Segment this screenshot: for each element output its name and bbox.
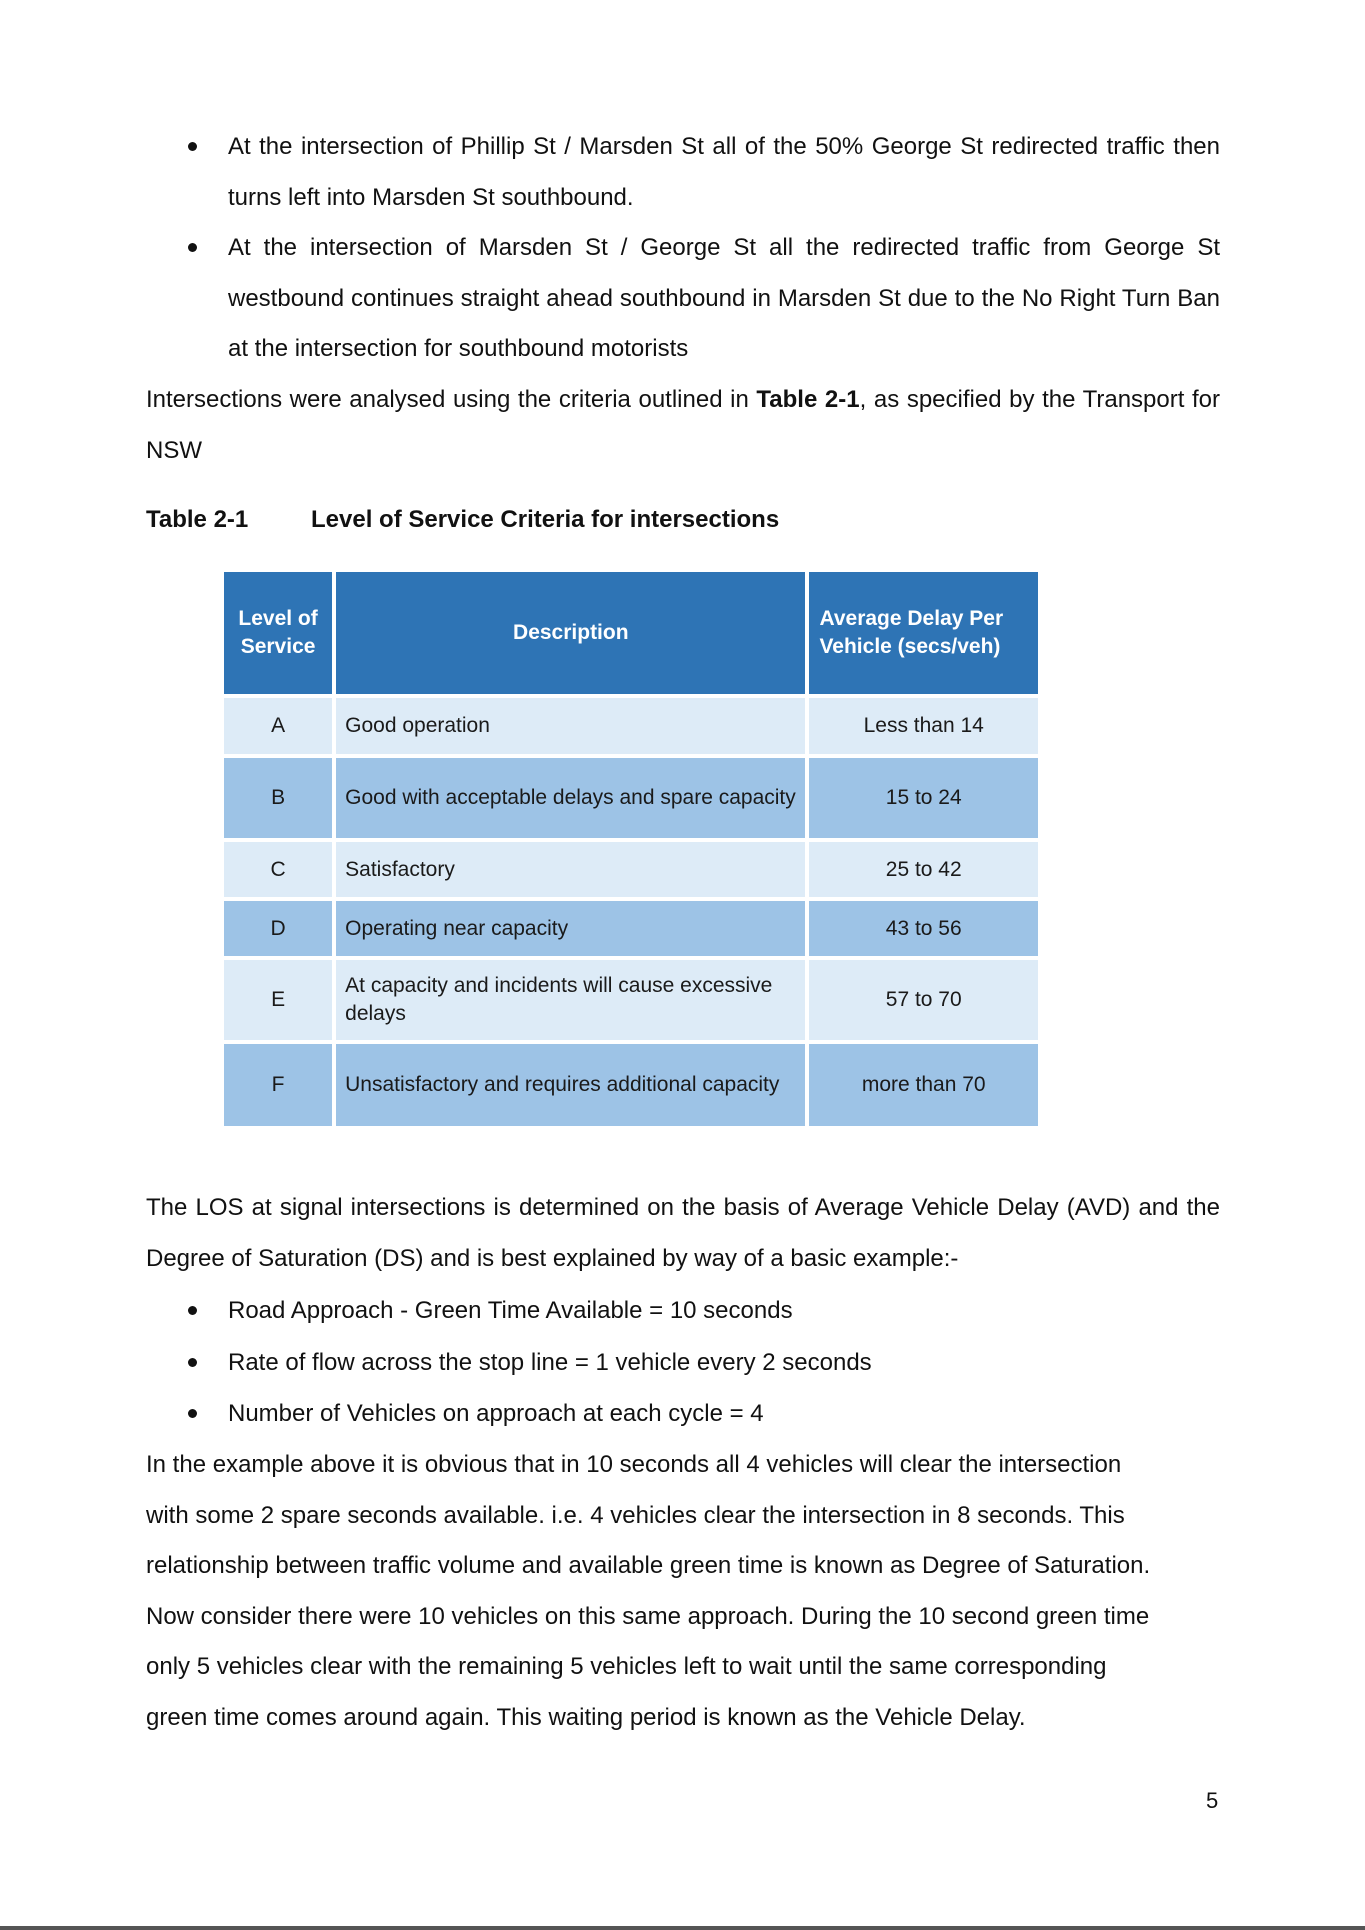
text-line: green time comes around again. This waiting period is known as the Vehicle Delay. (146, 1703, 1026, 1731)
cell-delay: more than 70 (809, 1044, 1038, 1126)
bullet-icon (188, 243, 197, 252)
text-line: with some 2 spare seconds available. i.e. 4 vehicles clear the intersection in 8 seconds. This (146, 1501, 1125, 1529)
example-bullet-list (146, 1286, 1220, 1440)
los-criteria-table (220, 568, 1042, 1130)
cell-description: Good operation (336, 698, 805, 754)
caption-number: Table 2-1 (146, 506, 249, 533)
bullet-icon (188, 142, 197, 151)
page-bottom-border (0, 1926, 1365, 1930)
bullet-icon (188, 1358, 197, 1367)
header-level-of-service: Level of Service (224, 572, 332, 694)
traffic-bullet-list (146, 122, 1220, 375)
table-row (224, 842, 1038, 897)
cell-delay: 57 to 70 (809, 960, 1038, 1040)
cell-description: Unsatisfactory and requires additional capacity (336, 1044, 805, 1126)
example-explanation (146, 1440, 1220, 1743)
los-paragraph: The LOS at signal intersections is determined on the basis of Average Vehicle Delay (AVD) and the Degree of Saturation (DS) and is best explained by way of a basic example:- (146, 1194, 1220, 1272)
intro-paragraph: Intersections were analysed using the criteria outlined in Table 2-1, as specified by the Transport for NSW (146, 386, 1221, 464)
text-line: In the example above it is obvious that in 10 seconds all 4 vehicles will clear the intersection (146, 1451, 1122, 1478)
list-item: At the intersection of Marsden St / George St all the redirected traffic from George St westbound continues straight ahead southbound in Marsden St due to the No Right Turn Ban at the intersection for southbound motorists (146, 223, 1220, 375)
cell-description: Satisfactory (336, 842, 805, 897)
table-caption (146, 504, 779, 536)
bullet-icon (188, 1409, 197, 1418)
text-line: only 5 vehicles clear with the remaining 5 vehicles left to wait until the same corresponding (146, 1653, 1107, 1680)
cell-description: At capacity and incidents will cause excessive delays (336, 960, 805, 1040)
cell-los: F (224, 1044, 332, 1126)
list-item: Number of Vehicles on approach at each cycle = 4 (146, 1389, 1220, 1440)
text-line: Now consider there were 10 vehicles on this same approach. During the 10 second green time (146, 1602, 1150, 1630)
table-row (224, 960, 1038, 1040)
bullet-icon (188, 1306, 197, 1315)
cell-los: D (224, 901, 332, 956)
cell-description: Operating near capacity (336, 901, 805, 956)
list-item: At the intersection of Phillip St / Marsden St all of the 50% George St redirected traffic then turns left into Marsden St southbound. (146, 122, 1220, 223)
table-row (224, 758, 1038, 838)
header-description: Description (336, 572, 805, 694)
cell-delay: 43 to 56 (809, 901, 1038, 956)
table-row (224, 1044, 1038, 1126)
cell-los: E (224, 960, 332, 1040)
list-item: Rate of flow across the stop line = 1 vehicle every 2 seconds (146, 1338, 1220, 1389)
list-item: Road Approach - Green Time Available = 10 seconds (146, 1286, 1220, 1337)
cell-los: C (224, 842, 332, 897)
text-line: relationship between traffic volume and available green time is known as Degree of Saturation. (146, 1552, 1151, 1579)
cell-los: B (224, 758, 332, 838)
table-header-row (224, 572, 1038, 694)
cell-delay: 25 to 42 (809, 842, 1038, 897)
cell-delay: 15 to 24 (809, 758, 1038, 838)
cell-description: Good with acceptable delays and spare capacity (336, 758, 805, 838)
cell-delay: Less than 14 (809, 698, 1038, 754)
page-number: 5 (1206, 1788, 1219, 1813)
table-reference: Table 2-1 (756, 386, 860, 413)
header-average-delay: Average Delay Per Vehicle (secs/veh) (809, 572, 1038, 694)
caption-title: Level of Service Criteria for intersections (311, 506, 780, 533)
table-row (224, 698, 1038, 754)
table-row (224, 901, 1038, 956)
cell-los: A (224, 698, 332, 754)
